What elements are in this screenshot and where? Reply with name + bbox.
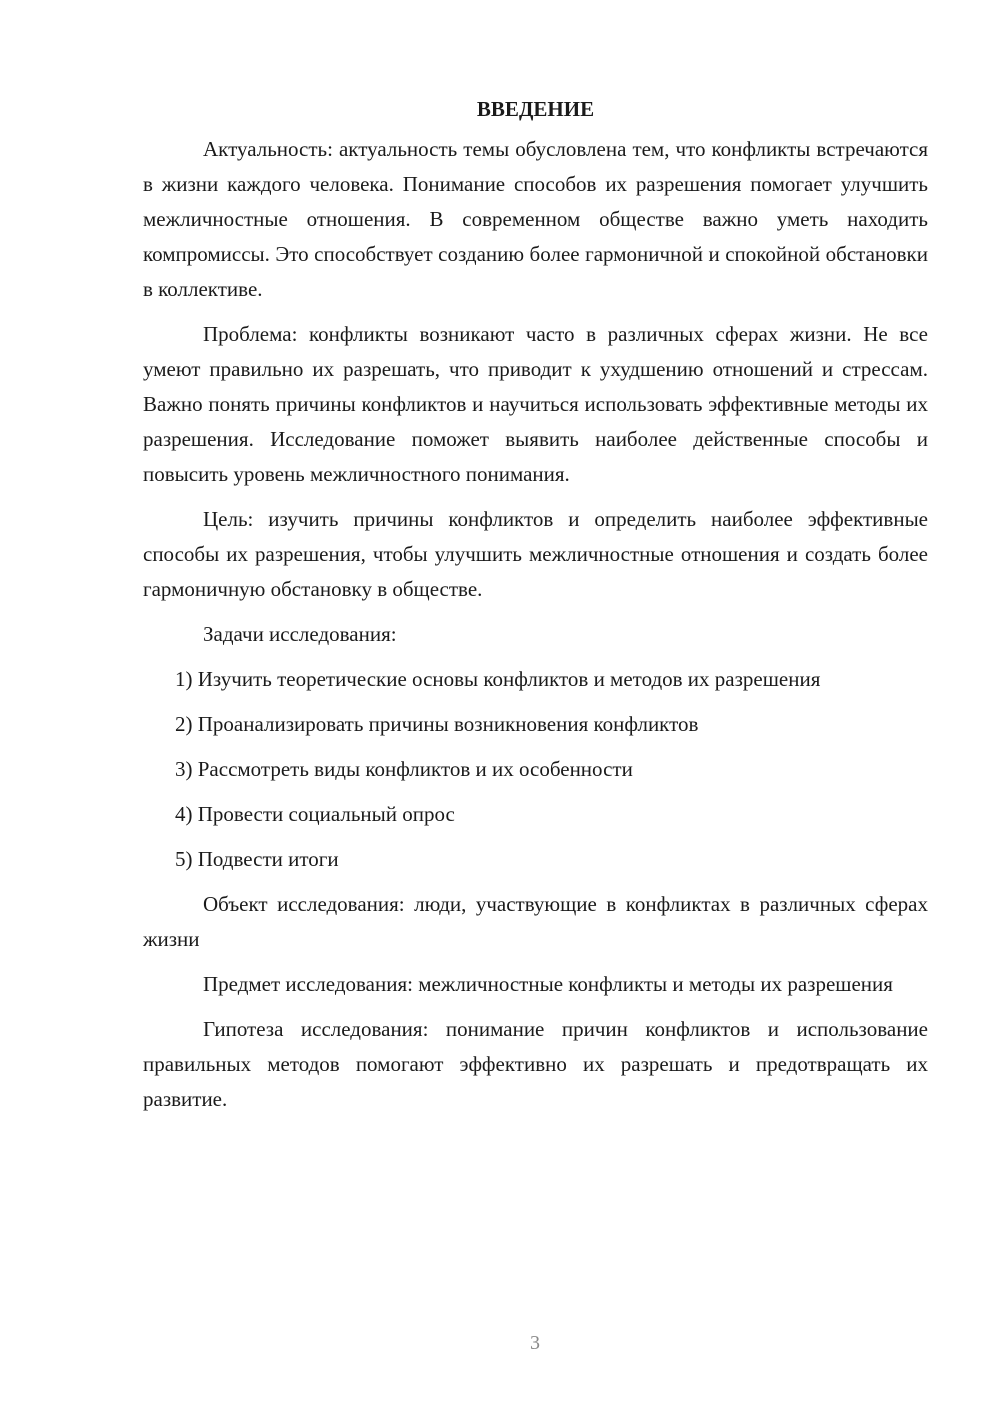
task-item: 2) Проанализировать причины возникновения конфликтов: [175, 712, 699, 736]
tasks-title: Задачи исследования:: [203, 622, 397, 646]
object-paragraph: Объект исследования: люди, участвующие в конфликтах в различных сферах жизни: [143, 892, 928, 951]
goal-paragraph: Цель: изучить причины конфликтов и определить наиболее эффективные способы их разрешения, чтобы улучшить межличностные отношения и создать более гармоничную обстановку в обществе.: [143, 507, 928, 601]
task-item: 4) Провести социальный опрос: [175, 802, 455, 826]
relevance-paragraph: Актуальность: актуальность темы обусловлена тем, что конфликты встречаются в жизни каждого человека. Понимание способов их разрешения помогает улучшить межличностные отношения. В современном обществе важно уметь находить компромиссы. Это способствует созданию более гармоничной и спокойной обстановки в коллективе.: [143, 137, 928, 301]
hypothesis-paragraph: Гипотеза исследования: понимание причин конфликтов и использование правильных методов помогают эффективно их разрешать и предотвращать их развитие.: [143, 1017, 928, 1111]
document-title: ВВЕДЕНИЕ: [476, 97, 595, 121]
task-item: 5) Подвести итоги: [175, 847, 339, 871]
task-item: 3) Рассмотреть виды конфликтов и их особенности: [175, 757, 633, 781]
document-page: [143, 92, 928, 1127]
subject-paragraph: Предмет исследования: межличностные конфликты и методы их разрешения: [203, 972, 893, 996]
page-number: 3: [530, 1332, 540, 1354]
task-item: 1) Изучить теоретические основы конфликтов и методов их разрешения: [175, 667, 821, 691]
tasks-list: [143, 662, 928, 877]
problem-paragraph: Проблема: конфликты возникают часто в различных сферах жизни. Не все умеют правильно их разрешать, что приводит к ухудшению отношений и стрессам. Важно понять причины конфликтов и научиться использовать эффективные методы их разрешения. Исследование поможет выявить наиболее действенные способы и повысить уровень межличностного понимания.: [143, 322, 928, 486]
